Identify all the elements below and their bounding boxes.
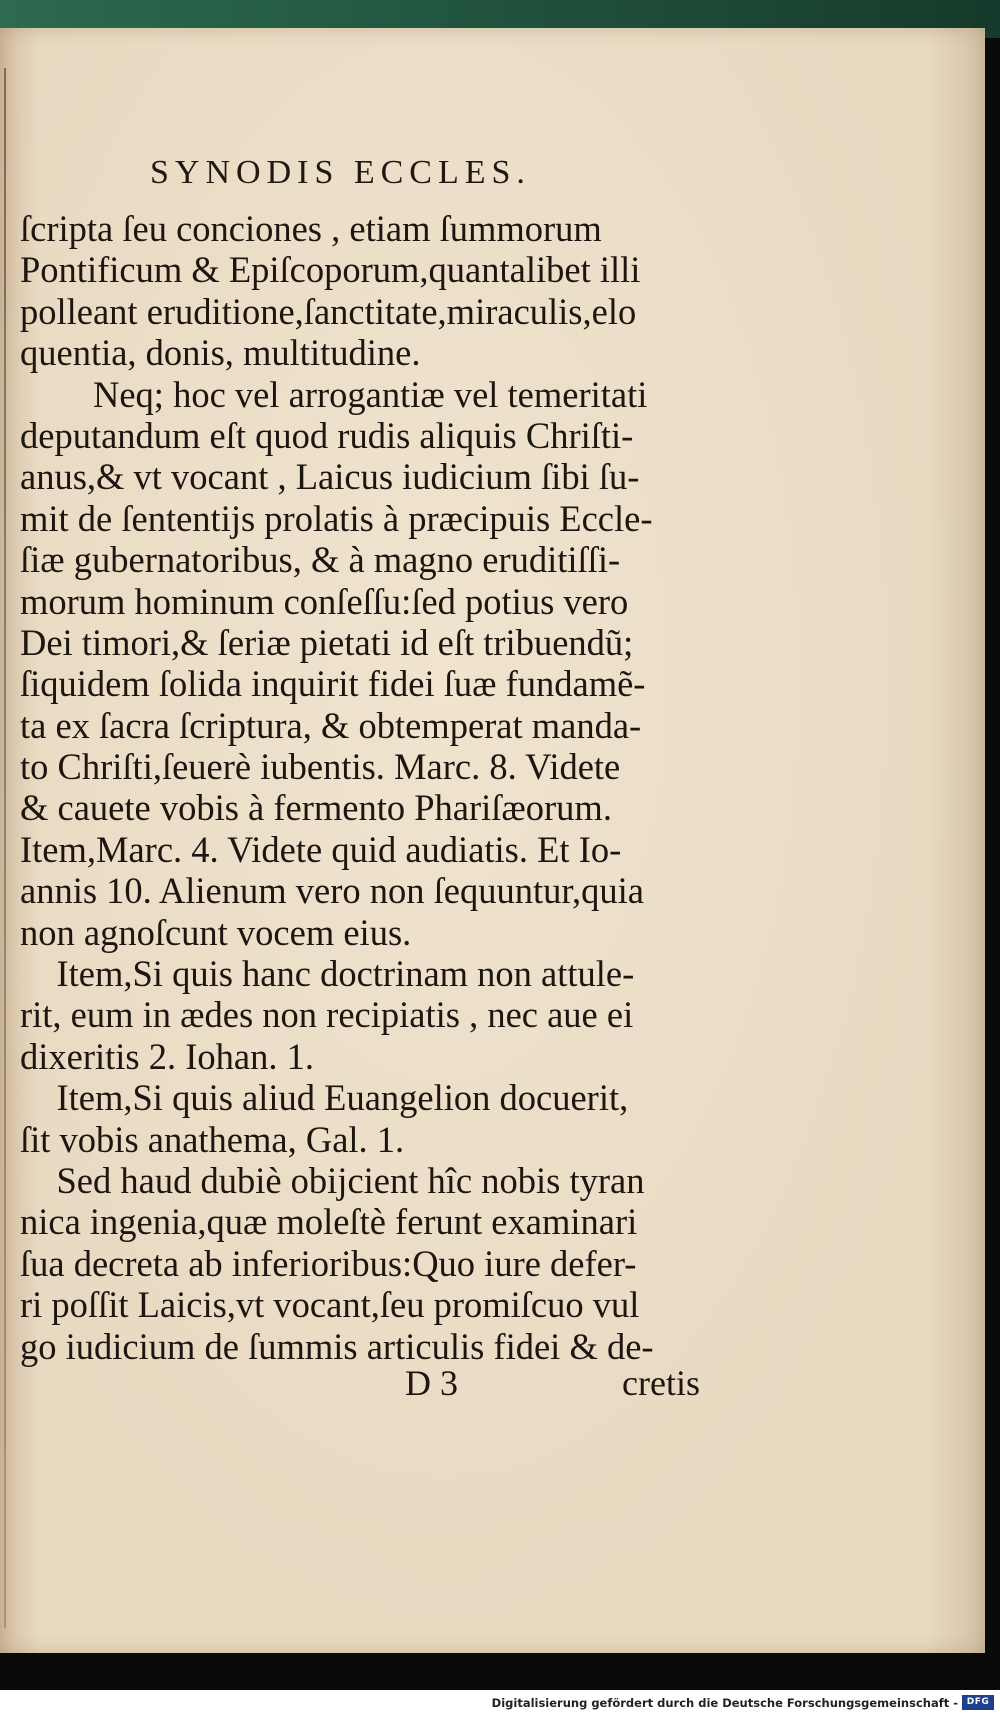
text-line: non agnoſcunt vocem eius. (20, 911, 412, 953)
body-text (20, 208, 700, 1367)
text-line: Item,Si quis aliud Euangelion docuerit, (20, 1077, 629, 1119)
dfg-logo: DFG (962, 1695, 994, 1710)
running-head: SYNODIS ECCLES. (150, 154, 531, 191)
text-line: anus,& vt vocant , Laicus iudicium ſibi ſu- (20, 456, 640, 498)
text-line: quentia, donis, multitudine. (20, 332, 421, 374)
text-line: Dei timori,& ſeriæ pietati id eſt tribuendũ; (20, 621, 634, 663)
text-line: go iudicium de ſummis articulis fidei & de- (20, 1325, 654, 1367)
text-line: & cauete vobis à fermento Phariſæorum. (20, 787, 612, 829)
text-line: ſit vobis anathema, Gal. 1. (20, 1118, 405, 1160)
text-line: annis 10. Alienum vero non ſequuntur,quia (20, 870, 645, 912)
text-line: ri poſſit Laicis,vt vocant,ſeu promiſcuo vul (20, 1284, 640, 1326)
text-line: polleant eruditione,ſanctitate,miraculis,elo (20, 290, 637, 332)
funding-credit: Digitalisierung gefördert durch die Deutsche Forschungsgemeinschaft - (491, 1696, 958, 1710)
text-line: ta ex ſacra ſcriptura, & obtemperat manda- (20, 704, 642, 746)
catchline (20, 1358, 700, 1408)
text-line: dixeritis 2. Iohan. 1. (20, 1035, 314, 1077)
book-page (0, 28, 985, 1653)
catchword: cretis (622, 1363, 700, 1403)
page-gutter-edge (4, 68, 6, 1628)
text-line: to Chriſti,ſeuerè iubentis. Marc. 8. Videte (20, 746, 621, 788)
text-line: rit, eum in ædes non recipiatis , nec aue ei (20, 994, 634, 1036)
text-line: Item,Si quis hanc doctrinam non attule- (20, 953, 635, 995)
text-line: deputandum eſt quod rudis aliquis Chriſti- (20, 414, 634, 456)
text-line: nica ingenia,quæ moleſtè ferunt examinari (20, 1201, 638, 1243)
text-line: ſiæ gubernatoribus, & à magno eruditiſſi- (20, 539, 621, 581)
digitization-footer (0, 1690, 1000, 1716)
text-line: mit de ſententijs prolatis à præcipuis Eccle- (20, 497, 653, 539)
text-line: Neq; hoc vel arrogantiæ vel temeritati (20, 373, 648, 415)
signature-mark: D 3 (405, 1363, 458, 1403)
text-line: ſcripta ſeu conciones , etiam ſummorum (20, 208, 602, 249)
text-line: Pontificum & Epiſcoporum,quantalibet illi (20, 249, 641, 291)
text-line: Item,Marc. 4. Videte quid audiatis. Et Io- (20, 828, 622, 870)
text-line: ſua decreta ab inferioribus:Quo iure defer- (20, 1242, 637, 1284)
text-line: ſiquidem ſolida inquirit fidei ſuæ fundamẽ- (20, 663, 646, 705)
text-line: Sed haud dubiè obijcient hîc nobis tyran (20, 1159, 645, 1201)
text-line: morum hominum conſeſſu:ſed potius vero (20, 580, 629, 622)
